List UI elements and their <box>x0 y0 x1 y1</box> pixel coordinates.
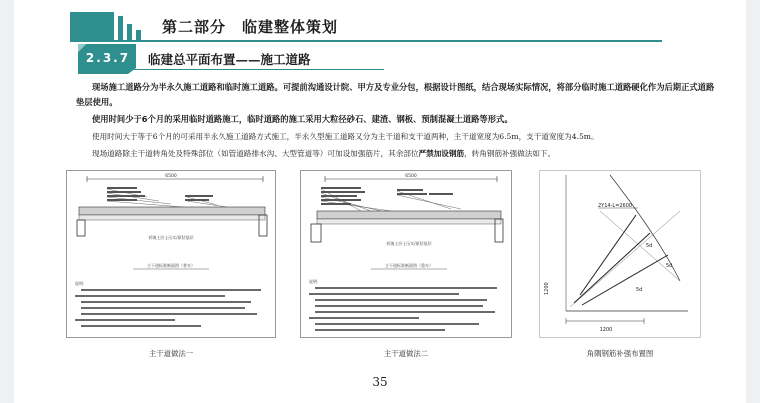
fig1-section-title: 主干道标准断面图（普车） <box>147 263 195 268</box>
figure-main-road-method-1 <box>66 170 276 338</box>
figure-corner-rebar-layout <box>539 170 701 338</box>
paragraph-semi-permanent-road: 使用时间大于等于6个月的可采用半永久施工道路方式施工，半永久型施工道路又分为主干道和支干道两种，主干道宽度为6.5m，支干道宽度为4.5m。 <box>92 132 599 141</box>
fig2-section-title: 主干道标准断面图（重车） <box>385 263 433 268</box>
header-stripes-icon <box>70 12 148 42</box>
dim-1200-horizontal: 1200 <box>599 327 613 333</box>
header-rule <box>70 40 662 42</box>
page-margin-left <box>0 0 14 403</box>
corner-rebar-drawing <box>540 171 700 337</box>
page-number: 35 <box>372 375 388 389</box>
dim-5d-b: 5d <box>666 263 673 269</box>
section-title: 临建总平面布置——施工道路 <box>148 52 311 67</box>
figure-main-road-method-2 <box>300 170 512 338</box>
rebar-rule-text-b: ，转角钢筋补强做法如下。 <box>464 149 556 158</box>
dim-5d-a: 5d <box>646 243 653 249</box>
section-rule <box>134 69 384 70</box>
section-header <box>78 44 478 74</box>
page-margin-right <box>746 0 760 403</box>
dim-1200-vertical: 1200 <box>544 282 550 295</box>
paragraph-temporary-road: 使用时间少于6个月的采用临时道路施工，临时道路的施工采用大粒径砂石、建渣、钢板、预制混凝土道路等形式。 <box>92 114 513 124</box>
paragraph-road-types: 现场施工道路分为半永久施工道路和临时施工道路。可提前沟通设计院、甲方及专业分包，根据设计图纸，结合现场实际情况，将部分临时施工道路硬化作为后期正式道路垫层使用。 <box>76 82 715 107</box>
caption-fig2: 主干道做法二 <box>383 349 429 358</box>
rebar-spec-label: 2Y14-L=2600 <box>598 203 633 209</box>
fig1-dimension: 6500 <box>165 174 177 179</box>
caption-fig1: 主干道做法一 <box>148 349 194 358</box>
rebar-rule-emphasis: 严禁加设钢筋 <box>418 149 465 158</box>
chapter-header <box>70 10 662 44</box>
fig1-notes-title: 说明： <box>75 281 87 286</box>
fig2-notes-title: 说明： <box>309 279 321 284</box>
fig2-dimension: 6500 <box>405 174 417 179</box>
road-section-drawing-1 <box>67 171 275 337</box>
section-number: 2.3.7 <box>85 51 131 65</box>
fig1-base-label: 折填土层土压实/原状基层 <box>148 235 194 240</box>
caption-fig3: 角隅钢筋补强布置图 <box>586 349 654 358</box>
dim-5d-c: 5d <box>636 287 643 293</box>
paragraph-rebar-rule <box>92 146 732 161</box>
document-page <box>14 0 746 403</box>
rebar-rule-text-a: 现场道路除主干道转角处及特殊部位（如管道路排水沟、大型管道等）可加设加强筋片，其余部位 <box>92 149 419 158</box>
road-section-drawing-2 <box>301 171 511 337</box>
chapter-title: 第二部分 临建整体策划 <box>162 18 339 36</box>
fig2-base-label: 折填土层土压实/原状基层 <box>386 241 432 246</box>
